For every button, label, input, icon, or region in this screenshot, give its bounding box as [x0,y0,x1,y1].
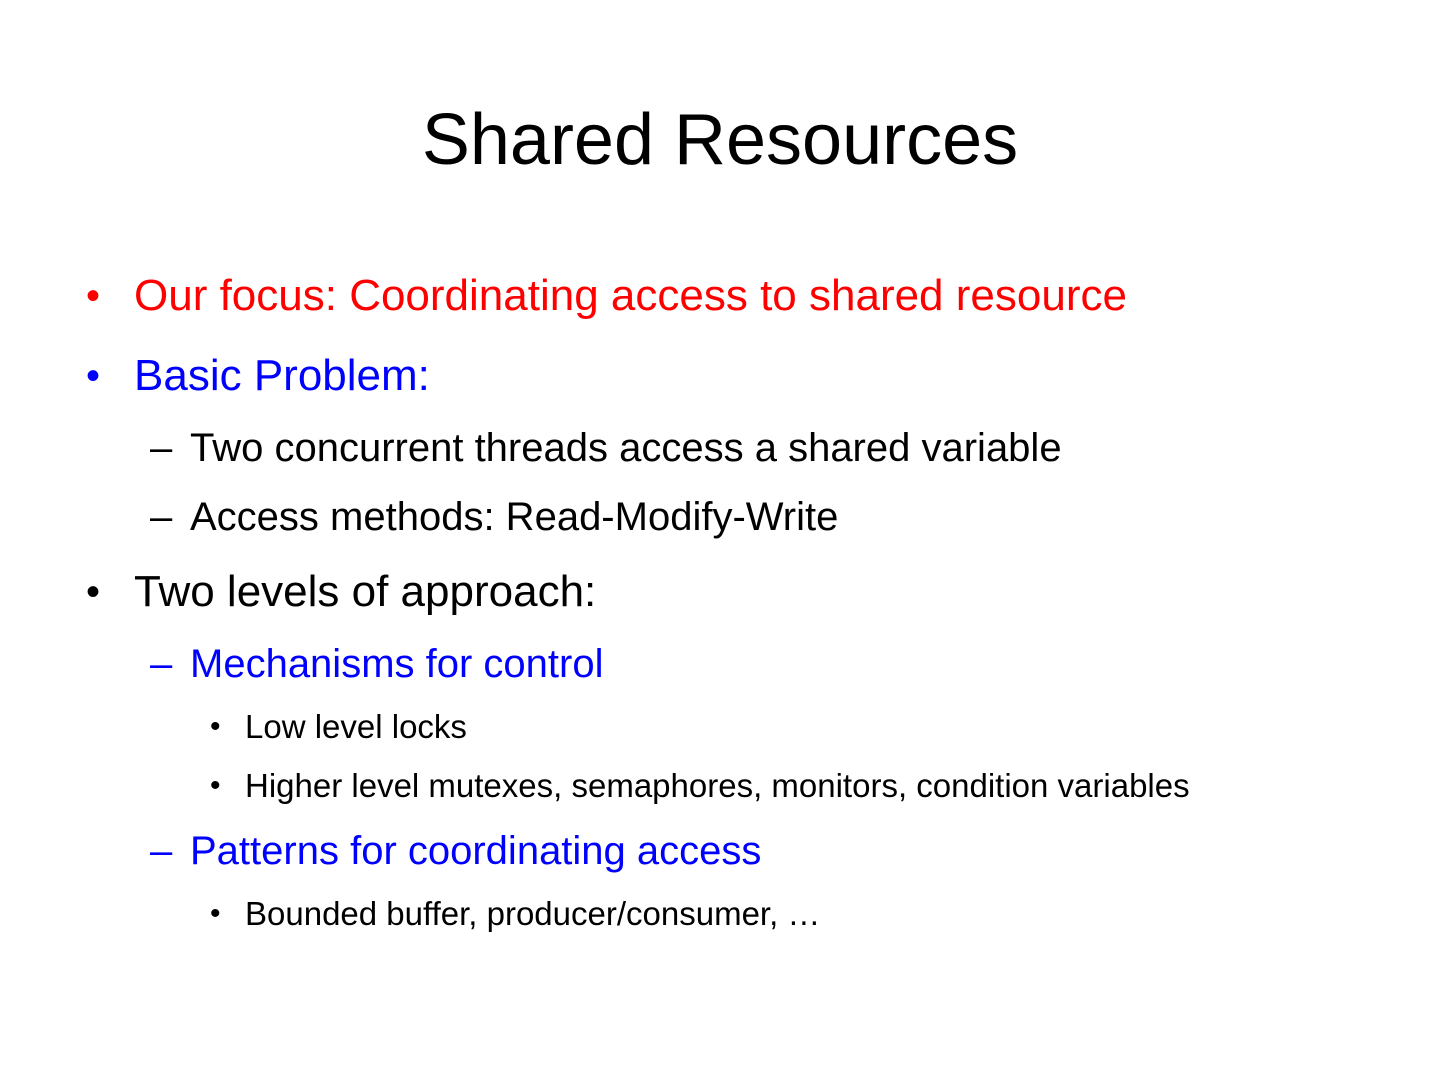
bullet-text: Two levels of approach: [134,567,597,616]
bullet-text: Bounded buffer, producer/consumer, … [245,895,821,932]
bullet-text: Our focus: Coordinating access to shared resource [134,271,1127,320]
bullet-dash-icon: – [150,495,173,539]
bullet-dot-icon: • [210,897,221,930]
bullet-dot-icon: • [210,769,221,802]
bullet-text: Mechanisms for control [190,642,604,686]
bullet-text: Patterns for coordinating access [190,829,762,873]
bullet-text: Low level locks [245,708,467,745]
slide-title: Shared Resources [421,100,1019,180]
bullet-dash-icon: – [150,426,173,470]
bullet-text: Two concurrent threads access a shared variable [190,426,1062,470]
bullet-text: Basic Problem: [134,351,430,400]
bullet-dash-icon: – [150,829,173,873]
bullet-dash-icon: – [150,642,173,686]
bullet-dot-icon: • [86,274,101,318]
bullet-text: Higher level mutexes, semaphores, monitors, condition variables [245,767,1190,804]
bullet-dot-icon: • [86,570,101,614]
bullet-dot-icon: • [86,354,101,398]
bullet-dot-icon: • [210,710,221,743]
bullet-text: Access methods: Read-Modify-Write [190,495,839,539]
